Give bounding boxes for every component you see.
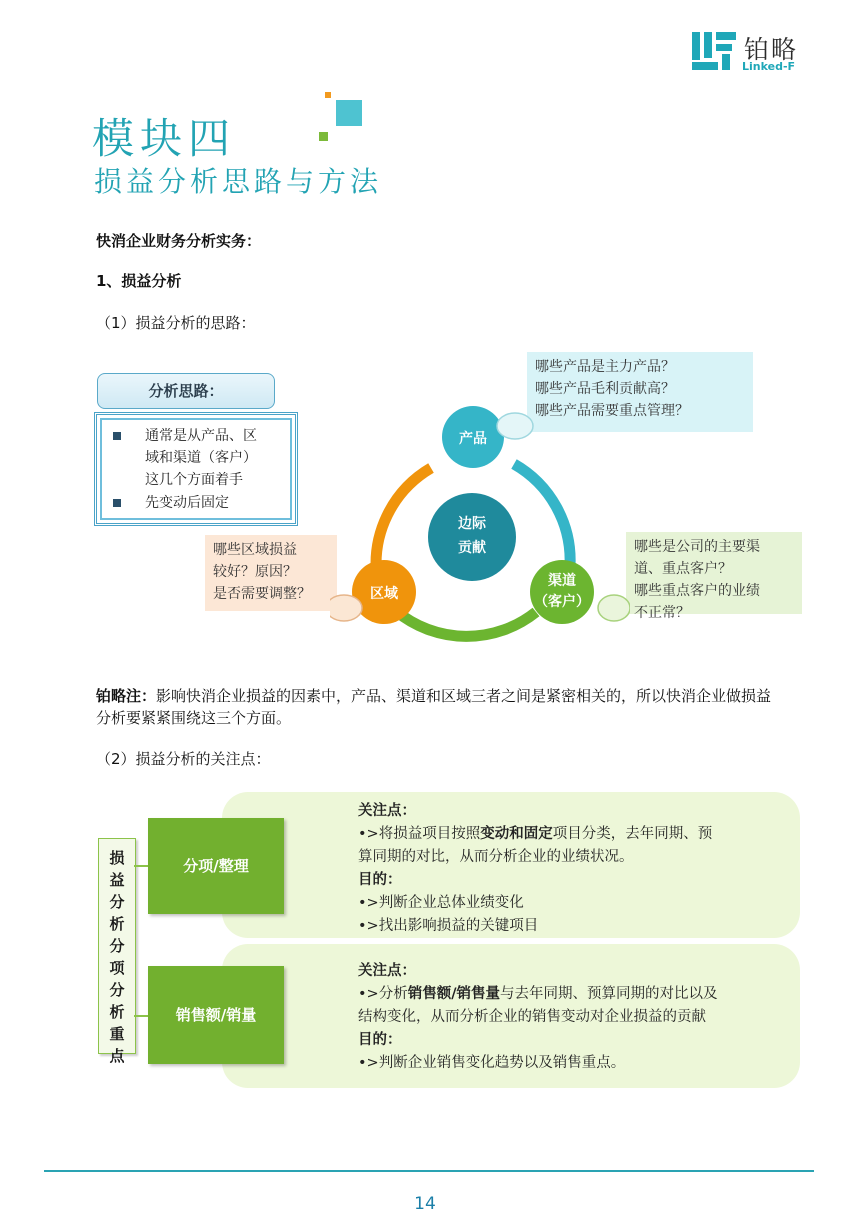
product-label: 产品 (459, 431, 487, 447)
vertical-tag-text: 损 益 分 析 分 项 分 析 重 点 (109, 849, 125, 1065)
footer-divider (44, 1170, 814, 1172)
section-heading: 快消企业财务分析实务： (96, 232, 262, 250)
channel-question-3: 哪些重点客户的业绩 (634, 583, 760, 599)
logo-text: 铂略 (744, 35, 799, 64)
goal-label: 目的： (358, 872, 402, 888)
note-text: 影响快消企业损益的因素中，产品、渠道和区域三者之间是紧密相关的，所以快消企业做损益分析要紧紧围绕这三个方面。 (96, 687, 772, 727)
focus-label: 关注点： (358, 803, 416, 819)
decor-square-large (336, 100, 362, 126)
module-subtitle: 损益分析思路与方法 (94, 165, 383, 198)
linked-f-note (96, 685, 786, 729)
subsection-heading-1b: （2）损益分析的关注点： (96, 750, 271, 768)
analysis-thought-box (94, 412, 298, 526)
product-question-3: 哪些产品需要重点管理？ (535, 403, 689, 419)
module-title: 模块四 (92, 114, 237, 163)
thought-line-2: 域和渠道（客户） (145, 450, 257, 466)
cycle-arc-green (396, 611, 536, 636)
channel-label-line-2: （客户） (534, 594, 590, 610)
logo-mark-icon (692, 32, 736, 72)
decor-square-small-orange (325, 92, 331, 98)
itemization-box: 分项/整理 (148, 818, 284, 914)
logo-subtext: Linked-F (742, 60, 796, 73)
subsection-heading-1: 1、损益分析 (96, 272, 182, 290)
connector-line (134, 1015, 148, 1017)
decor-square-small-green (319, 132, 328, 141)
channel-question-1: 哪些是公司的主要渠 (634, 539, 760, 555)
channel-label (522, 571, 602, 613)
sales-details (358, 960, 778, 1075)
page-number: 14 (414, 1194, 436, 1214)
goal-line-2: •>找出影响损益的关键项目 (358, 918, 539, 934)
center-label (430, 512, 514, 560)
focus-line-1: •>将损益项目按照变动和固定项目分类，去年同期、预 (358, 826, 713, 842)
focus-line-1: •>分析销售额/销售量与去年同期、预算同期的对比以及 (358, 986, 718, 1002)
region-question-2: 较好？原因？ (213, 564, 297, 580)
channel-label-line-1: 渠道 (548, 573, 576, 589)
channel-questions-bubble (626, 532, 802, 621)
brand-logo (692, 30, 812, 78)
note-label: 铂略注： (96, 687, 157, 705)
thought-line-3: 这几个方面着手 (145, 472, 243, 488)
goal-line-1: •>判断企业销售变化趋势以及销售重点。 (358, 1055, 626, 1071)
thought-line-4: 先变动后固定 (145, 495, 229, 511)
bullet-square-icon (113, 499, 121, 507)
connector-line (134, 865, 148, 867)
goal-line-1: •>判断企业总体业绩变化 (358, 895, 524, 911)
sales-volume-box: 销售额/销量 (148, 966, 284, 1064)
focus-line-2: 结构变化，从而分析企业的销售变动对企业损益的贡献 (358, 1009, 706, 1025)
bullet-square-icon (113, 432, 121, 440)
focus-label: 关注点： (358, 963, 416, 979)
goal-label: 目的： (358, 1032, 402, 1048)
vertical-tag (98, 838, 136, 1065)
cycle-arc-teal (514, 464, 570, 566)
subsection-heading-1a: （1）损益分析的思路： (96, 314, 256, 332)
center-label-line-2: 贡献 (458, 540, 486, 556)
thought-line-1: 通常是从产品、区 (145, 428, 257, 444)
product-question-2: 哪些产品毛利贡献高？ (535, 381, 675, 397)
analysis-thought-header: 分析思路： (97, 373, 275, 409)
region-questions-bubble (205, 535, 337, 611)
region-label: 区域 (370, 586, 398, 602)
channel-question-4: 不正常？ (634, 605, 690, 621)
itemization-details (358, 800, 778, 938)
center-label-line-1: 边际 (458, 516, 486, 532)
region-question-1: 哪些区域损益 (213, 542, 297, 558)
region-question-3: 是否需要调整？ (213, 586, 311, 602)
product-question-1: 哪些产品是主力产品？ (535, 359, 675, 375)
channel-question-2: 道、重点客户？ (634, 561, 732, 577)
focus-line-2: 算同期的对比，从而分析企业的业绩状况。 (358, 849, 634, 865)
channel-connector-oval (598, 595, 630, 621)
